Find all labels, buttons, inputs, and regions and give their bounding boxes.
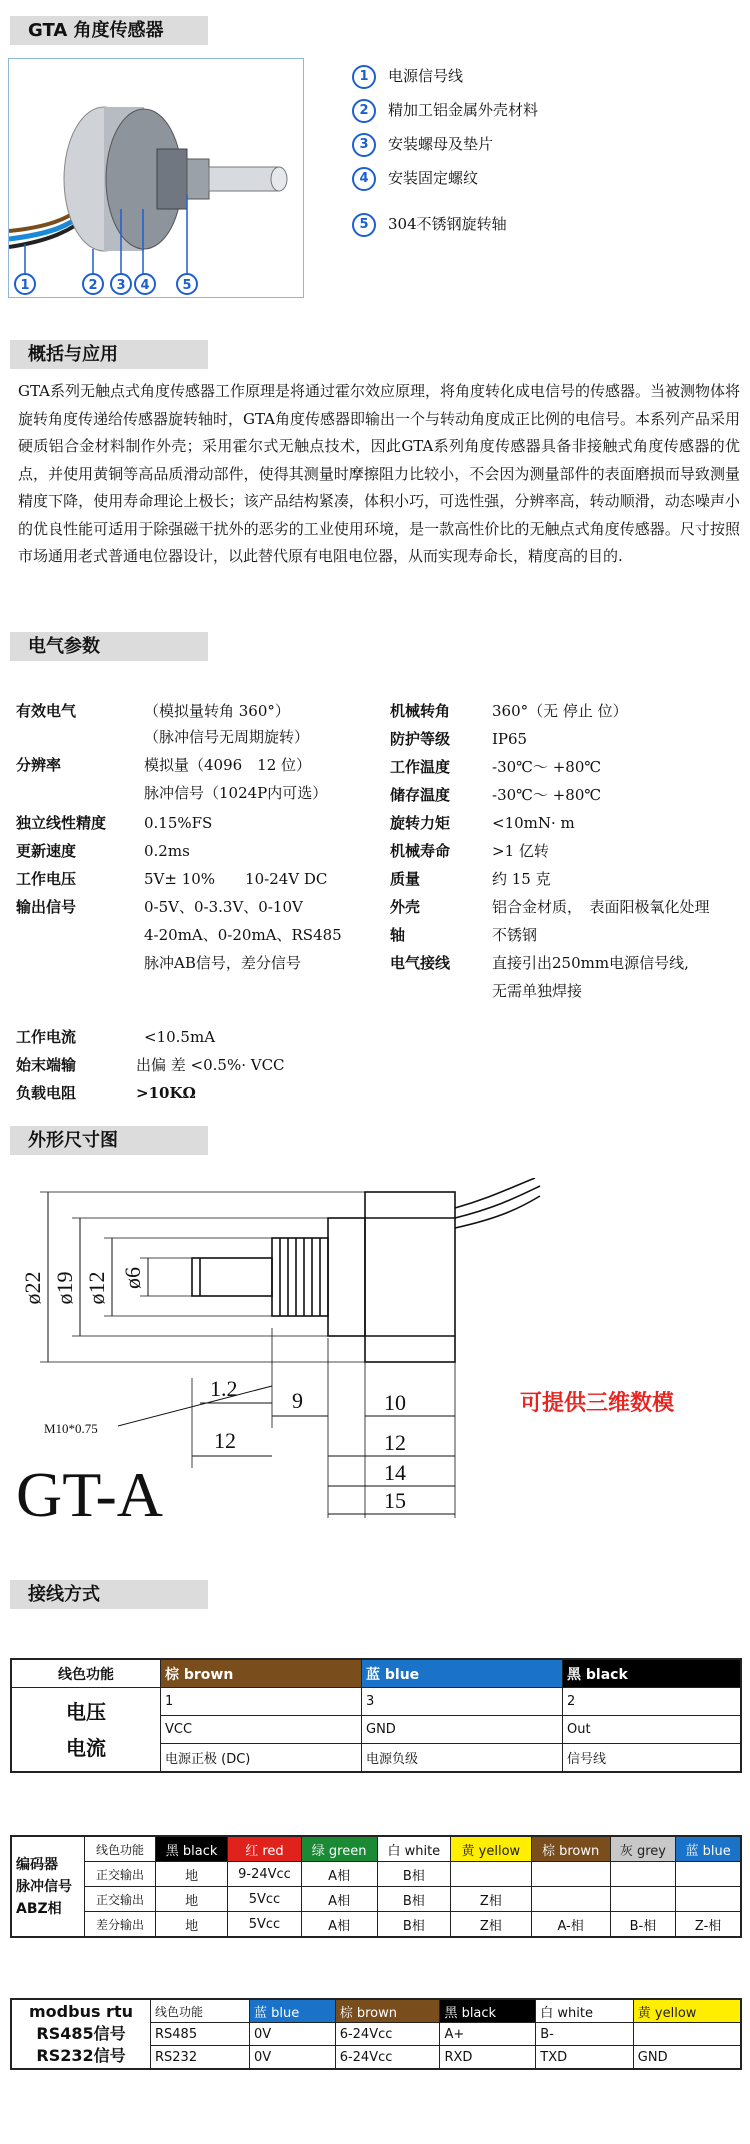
dim-9: 9 <box>292 1388 303 1413</box>
technical-drawing <box>0 1178 750 1528</box>
overview-title: 概括与应用 <box>10 340 208 369</box>
table-cell: 1 <box>161 1688 362 1716</box>
dim-dia-6: ø6 <box>120 1267 145 1289</box>
param-row: 更新速度 <box>16 842 77 860</box>
param-row: 分辨率 <box>16 756 62 774</box>
legend-item: 2 精加工铝金属外壳材料 <box>352 98 538 122</box>
overview-text: GTA系列无触点式角度传感器工作原理是将通过霍尔效应原理，将角度转化成电信号的传感器。当被测物体将旋转角度传递给传感器旋转轴时，GTA角度传感器即输出一个与转动角度成正比例的电信号。本系列产品采用硬质铝合金材料制作外壳；采用霍尔式无触点技术，因此GTA系列角度传感器具备非接触式角度传感器的优点，并使用黄铜等高品质滑动部件，使得其测量时摩擦阻力比较小，不会因为测量部件的表面磨损而导致测量精度下降，使用寿命理论上极长；该产品结构紧凑，体积小巧，可选性强，分辨率高，转动顺滑，动态噪声小的优良性能可适用于除强磁干扰外的恶劣的工业使用环境，是一款高性价比的无触点式角度传感器。尺寸按照市场通用老式普通电位器设计，以此替代原有电阻电位器，从而实现寿命长，精度高的目的. <box>18 382 741 565</box>
param-value: 脉冲AB信号，差分信号 <box>144 954 301 972</box>
param-value: IP65 <box>492 730 528 748</box>
legend-item: 4 安装固定螺纹 <box>352 166 478 190</box>
thread-label: M10*0.75 <box>44 1421 98 1436</box>
table-cell: 3 <box>362 1688 563 1716</box>
color-black: 黑 black <box>563 1659 742 1688</box>
param-value: -30℃～ +80℃ <box>492 758 602 776</box>
dim-dia-19: ø19 <box>52 1271 77 1305</box>
param-value: 约 15 克 <box>492 870 551 888</box>
param-value: <10mN· m <box>492 814 575 832</box>
dim-10: 10 <box>384 1390 406 1415</box>
param-value: 直接引出250mm电源信号线, <box>492 954 689 972</box>
model-label: GT-A <box>16 1459 163 1528</box>
row-label: 编码器 脉冲信号 ABZ相 <box>11 1836 85 1937</box>
table-cell: GND <box>362 1716 563 1744</box>
row-label: modbus rtu RS485信号 RS232信号 <box>11 1999 151 2069</box>
param-row: 防护等级 <box>390 730 451 748</box>
param-value: >10KΩ <box>136 1084 196 1102</box>
param-row: 电气接线 <box>390 954 451 972</box>
param-row: 有效电气 <box>16 702 77 720</box>
callout-5: 5 <box>182 278 192 293</box>
param-value: -30℃～ +80℃ <box>492 786 602 804</box>
param-value: 无需单独焊接 <box>492 982 583 1000</box>
table-cell: Out <box>563 1716 742 1744</box>
table-cell: 2 <box>563 1688 742 1716</box>
dim-dia-22: ø22 <box>20 1271 45 1305</box>
color-brown: 棕 brown <box>161 1659 362 1688</box>
param-row: 质量 <box>390 870 421 888</box>
param-value: 模拟量（4096 12 位） <box>144 756 312 774</box>
param-value: （脉冲信号无周期旋转） <box>144 728 310 746</box>
color-blue: 蓝 blue <box>362 1659 563 1688</box>
color-green: 绿 green <box>301 1836 377 1862</box>
param-value: 脉冲信号（1024P内可选） <box>144 784 328 802</box>
3d-model-note: 可提供三维数模 <box>520 1391 675 1416</box>
dim-14: 14 <box>384 1460 406 1485</box>
color-grey: 灰 grey <box>610 1836 676 1862</box>
param-value: 4-20mA、0-20mA、RS485 <box>144 926 342 944</box>
param-row: 始末端输 <box>16 1056 77 1074</box>
table-row: 正交输出 地 9-24Vcc A相 B相 <box>11 1862 741 1887</box>
param-value: 0.2ms <box>144 842 190 860</box>
table-row: 正交输出 地 5Vcc A相 B相 Z相 <box>11 1887 741 1912</box>
legend-item: 1 电源信号线 <box>352 64 463 88</box>
params-title: 电气参数 <box>10 632 208 661</box>
table-cell: 电源负级 <box>362 1744 563 1773</box>
product-photo <box>8 58 304 298</box>
table-row: 差分输出 地 5Vcc A相 B相 Z相 A-相 B-相 Z-相 <box>11 1912 741 1938</box>
color-black: 黑 black <box>156 1836 228 1862</box>
dimension-drawing <box>0 1178 750 1528</box>
callout-3: 3 <box>116 278 126 293</box>
param-value: 5V± 10% 10-24V DC <box>144 870 328 888</box>
param-value: <10.5mA <box>144 1028 216 1046</box>
table-header: 线色功能 <box>85 1836 156 1862</box>
color-white: 白 white <box>536 1999 634 2023</box>
param-value: （模拟量转角 360°） <box>144 702 290 720</box>
param-row: 独立线性精度 <box>16 814 107 832</box>
table-row: RS485 0V 6-24Vcc A+ B- <box>11 2023 741 2046</box>
param-row: 工作电流 <box>16 1028 77 1046</box>
param-value: 0.15%FS <box>144 814 213 832</box>
color-black: 黑 black <box>440 1999 536 2023</box>
table-row: RS232 0V 6-24Vcc RXD TXD GND <box>11 2046 741 2070</box>
color-white: 白 white <box>377 1836 451 1862</box>
param-row: 工作温度 <box>390 758 451 776</box>
callout-2: 2 <box>88 278 98 293</box>
param-row: 工作电压 <box>16 870 77 888</box>
legend-item: 3 安装螺母及垫片 <box>352 132 493 156</box>
color-blue: 蓝 blue <box>676 1836 741 1862</box>
param-row: 储存温度 <box>390 786 451 804</box>
param-row: 机械寿命 <box>390 842 451 860</box>
dim-dia-12: ø12 <box>84 1271 109 1305</box>
dim-1-2: 1.2 <box>210 1376 238 1401</box>
dim-15: 15 <box>384 1488 406 1513</box>
param-value: 不锈钢 <box>492 926 538 944</box>
param-value: >1 亿转 <box>492 842 549 860</box>
table-cell: VCC <box>161 1716 362 1744</box>
dim-12-left: 12 <box>214 1428 236 1453</box>
color-red: 红 red <box>228 1836 301 1862</box>
dim-12-right: 12 <box>384 1430 406 1455</box>
drawing-title: 外形尺寸图 <box>10 1126 208 1155</box>
page-title: GTA 角度传感器 <box>10 16 208 45</box>
wiring-table-modbus <box>10 1998 742 2070</box>
table-header: 线色功能 <box>151 1999 250 2023</box>
color-yellow: 黄 yellow <box>633 1999 741 2023</box>
color-blue: 蓝 blue <box>250 1999 336 2023</box>
row-label: 电压 电流 <box>11 1688 161 1773</box>
param-value: 铝合金材质， 表面阳极氧化处理 <box>492 898 710 916</box>
wiring-title: 接线方式 <box>10 1580 208 1609</box>
param-row: 负载电阻 <box>16 1084 77 1102</box>
param-row: 轴 <box>390 926 406 944</box>
color-yellow: 黄 yellow <box>451 1836 532 1862</box>
param-row: 输出信号 <box>16 898 77 916</box>
table-cell: 信号线 <box>563 1744 742 1773</box>
param-value: 360°（无 停止 位） <box>492 702 628 720</box>
param-row: 外壳 <box>390 898 421 916</box>
callout-4: 4 <box>140 278 150 293</box>
color-brown: 棕 brown <box>335 1999 440 2023</box>
param-value: 出偏 差 <0.5%· VCC <box>136 1056 285 1074</box>
param-row: 机械转角 <box>390 702 451 720</box>
param-value: 0-5V、0-3.3V、0-10V <box>144 898 303 916</box>
color-brown: 棕 brown <box>531 1836 610 1862</box>
wiring-table-encoder <box>10 1835 742 1938</box>
table-cell: 电源正极 (DC) <box>161 1744 362 1773</box>
param-row: 旋转力矩 <box>390 814 451 832</box>
sensor-illustration <box>9 59 304 298</box>
wiring-table-analog <box>10 1658 742 1773</box>
legend-item: 5 304不锈钢旋转轴 <box>352 212 507 236</box>
table-header: 线色功能 <box>11 1659 161 1688</box>
callout-1: 1 <box>20 278 30 293</box>
